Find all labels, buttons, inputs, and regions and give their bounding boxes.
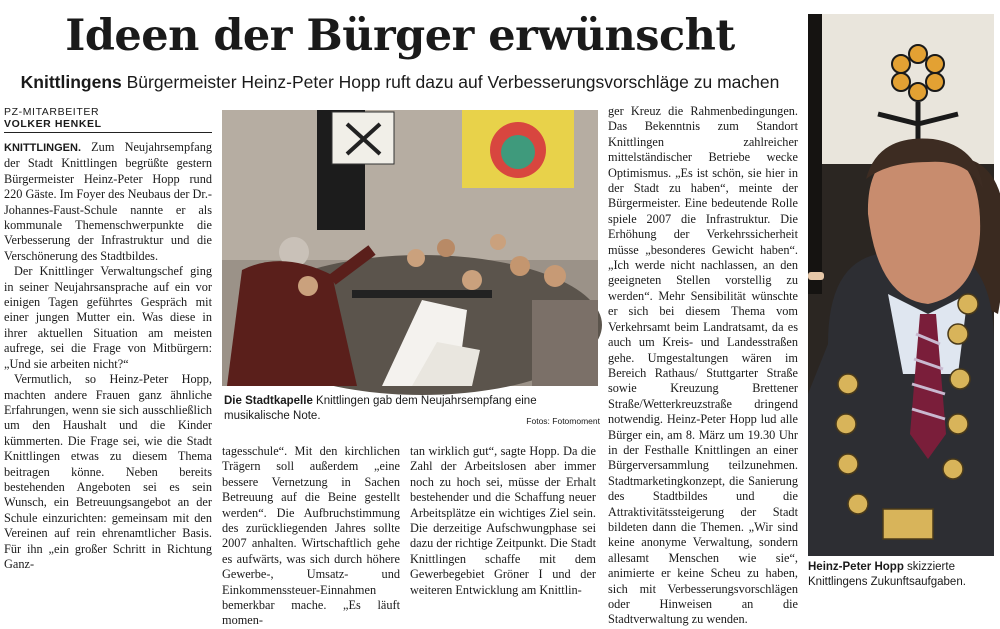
column-3-text: tan wirklich gut“, sagte Hopp. Da die Zahl der Arbeitslosen aber immer noch zu hoch sei, müsse der Erhalt bestehender und die Schaffung neuer Arbeitsplätze ein wichtiges Ziel sein. Die derzeitige Aufschwungphase sei dazu der richtige Zeitpunkt. Die Stadt Knittlingen schaffe mit dem Gewerbegebiet Gröner I und der weiteren Entwicklung am Knittlin- xyxy=(410,444,596,597)
mayor-photo-caption xyxy=(808,560,998,590)
article-column-4 xyxy=(608,104,798,627)
paragraph-1 xyxy=(4,140,212,264)
article-column-3 xyxy=(410,444,596,597)
article-column-1 xyxy=(4,140,212,592)
mayor-photo-caption-text: skizzierte Knittlingens Zukunftsaufgaben. xyxy=(808,561,966,588)
headline: Ideen der Bürger erwünscht xyxy=(65,11,735,61)
dateline: KNITTLINGEN. xyxy=(4,142,81,154)
paragraph-3: Vermutlich, so Heinz-Peter Hopp, machten andere Frauen ganz ähnliche Erfahrungen, wenn sie sich ausschließlich um den Haushalt und die Kinder kümmerten. Die Frage sei, wie die Stadt Knittlingen etwas zu diesem Thema beitragen könne. Neben bereits bestehenden Angeboten sei es sein Wunsch, ein Betreuungsangebot an der Schule einzurichten: gemeinsam mit den Vereinen auf rein ehrenamtlicher Basis. Für ihn „ein großer Schritt in Richtung Ganz- xyxy=(4,372,212,571)
band-photo-caption-bold: Die Stadtkapelle xyxy=(224,395,313,407)
photo-credit: Fotos: Fotomoment xyxy=(526,416,600,426)
band-photo xyxy=(222,110,598,386)
author-block xyxy=(4,106,102,130)
subheadline-bold: Knittlingens xyxy=(20,72,122,92)
paragraph-2: Der Knittlinger Verwaltungschef ging in seiner Neujahrsansprache auf ein vor einigen Tagen geführtes Gespräch mit einer jungen Mutter ein. Was diese in ihrer aktuellen Situation am meisten aufrege, sei die Frage von Mitbürgern: „Und sie arbeiten nicht?“ xyxy=(4,264,212,371)
mayor-photo xyxy=(808,14,994,556)
subheadline xyxy=(0,70,800,94)
mayor-photo-image xyxy=(808,14,994,556)
author-divider xyxy=(4,132,212,133)
column-2-text: tagesschule“. Mit den kirchlichen Trägern soll außerdem „eine bessere Vernetzung in Sachen Betreuung auf die Beine gestellt werden“. Die Aufbruchstimmung des zurückliegenden Jahres sollte 2007 anhalten. Wirtschaftlich gehe es aufwärts, was sich durch höhere Gewerbe-, Umsatz- und Einkommenssteuer-Einnahmen bemerkbar mache. „Es läuft momen- xyxy=(222,444,400,628)
author-role: PZ-MITARBEITER xyxy=(4,106,100,118)
subheadline-text: Bürgermeister Heinz-Peter Hopp ruft dazu auf Verbesserungsvorschläge zu machen xyxy=(121,72,780,92)
column-4-text: ger Kreuz die Rahmenbedingungen. Das Bekenntnis zum Standort Knittlingen zahlreicher mittelständischer Betriebe wecke Optimismus. „Es ist schön, sie hier in der Stadt zu haben“, meinte der Bürgermeister. Eine bedeutende Rolle spiele 2007 die Infrastruktur. Die Erhöhung der Verkehrssicherheit müsse „besonderes Gewicht haben“. „Ich werde nicht nachlassen, an den geeigneten Stellen vorstellig zu werden“. Mehr Sensibilität wünschte er sich bei diesem Thema vom Verkehrsamt beim Landratsamt, da es auch um Kreis- und Landesstraßen gehe. Umgestaltungen wären im Bereich Rathaus/ Stuttgarter Straße sowie Kreuzung Brettener Straße/Wetterkreuzstraße dringend notwendig. Heinz-Peter Hopp lud alle Bürger ein, am 8. März um 19.30 Uhr in der Festhalle Knittlingen an einer Bürgerversammlung teilzunehmen. Stadtmarketingkonzept, die Sanierung des Stadtbildes und die Attraktivitätssteigerung der Stadt bildeten dann die Themen. „Wir sind keine anonyme Verwaltung, sondern allesamt Menschen wie sie“, animierte er keine Scheu zu haben, sich mit Verbesserungsvorschlägen oder Hinweisen an die Stadtverwaltung zu wenden. xyxy=(608,104,798,627)
band-photo-caption-text: Knittlingen gab dem Neujahrsempfang eine musikalische Note. xyxy=(224,395,537,422)
band-photo-image xyxy=(222,110,598,386)
article-column-2 xyxy=(222,444,400,628)
mayor-photo-caption-bold: Heinz-Peter Hopp xyxy=(808,561,904,573)
paragraph-1-text: Zum Neujahrsempfang der Stadt Knittlingen begrüßte gestern Bürgermeister Heinz-Peter Hopp rund 220 Gäste. Im Foyer des Neubaus der Dr.-Johannes-Faust-Schule nannte er als kommunale Themenschwerpunkte die Verbesserung der Infrastruktur und die Verschönerung des Stadtbildes. xyxy=(4,140,212,263)
author-name: VOLKER HENKEL xyxy=(4,118,102,130)
